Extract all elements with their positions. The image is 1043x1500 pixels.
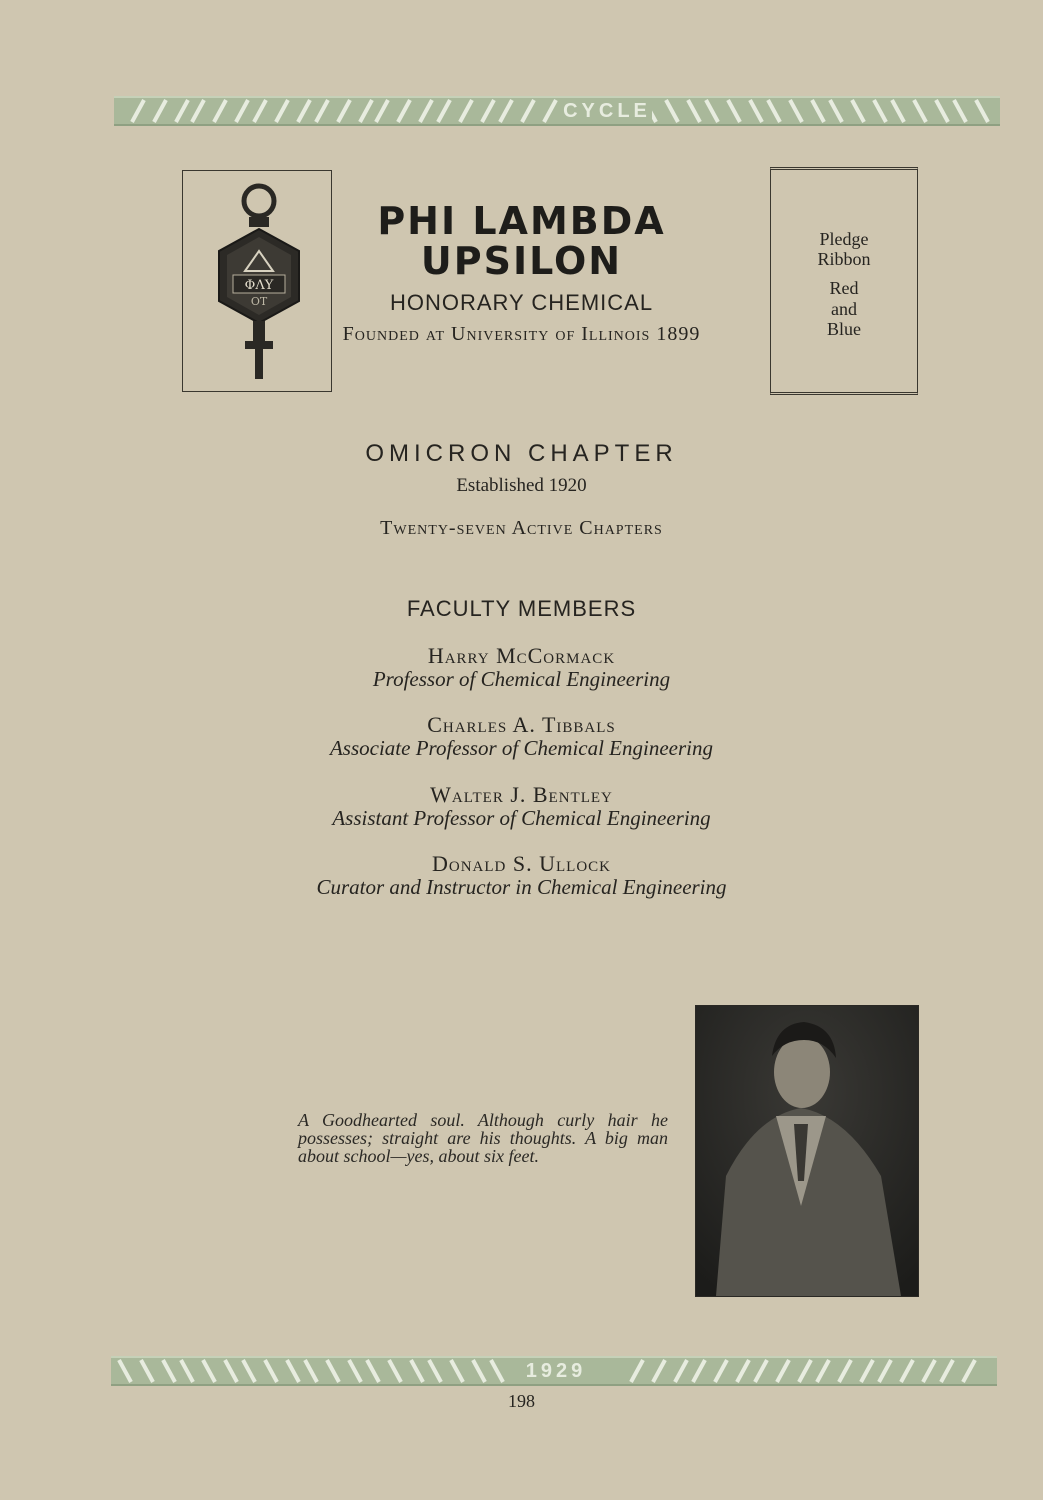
faculty-title: Assistant Professor of Chemical Engineering — [332, 806, 711, 830]
pin-letters: ΦΛΥ — [244, 278, 274, 293]
chapter-name: OMICRON CHAPTER — [365, 440, 678, 467]
bottom-decorative-band — [111, 1356, 997, 1386]
page-number: 198 — [508, 1391, 535, 1411]
band-label-year: 1929 — [516, 1358, 596, 1384]
active-chapters: Twenty-seven Active Chapters — [380, 517, 663, 539]
fraternity-title-line2: UPSILON — [420, 239, 623, 283]
faculty-name: Harry McCormack — [427, 643, 616, 668]
founded-line: Founded at University of Illinois 1899 — [342, 323, 701, 345]
portrait-figure — [696, 1006, 918, 1296]
portrait-photo — [695, 1005, 919, 1297]
pin-lower-letters: OT — [250, 295, 268, 308]
faculty-name: Walter J. Bentley — [430, 782, 613, 807]
ribbon-line-pledge: Pledge — [819, 229, 869, 249]
ribbon-line-and: and — [831, 299, 857, 319]
ribbon-line-blue: Blue — [827, 319, 861, 339]
faculty-name: Charles A. Tibbals — [427, 712, 616, 737]
top-decorative-band — [114, 96, 1000, 126]
faculty-title: Curator and Instructor in Chemical Engineering — [316, 875, 727, 899]
band-label-top: CYCLE — [563, 100, 651, 122]
ribbon-line-red: Red — [829, 278, 859, 298]
ribbon-line-ribbon: Ribbon — [817, 249, 871, 269]
faculty-title: Professor of Chemical Engineering — [372, 667, 671, 691]
faculty-title: Associate Professor of Chemical Engineering — [329, 736, 713, 760]
faculty-name: Donald S. Ullock — [432, 851, 611, 876]
band-pattern — [114, 98, 1000, 124]
portrait-caption: A Goodhearted soul. Although curly hair he possesses; straight are his thoughts. A big man about school—yes, about six feet. — [298, 1110, 668, 1166]
faculty-heading: FACULTY MEMBERS — [406, 596, 637, 621]
chapter-established: Established 1920 — [456, 475, 587, 496]
fraternity-title-line1: PHI LAMBDA — [377, 199, 666, 243]
fraternity-subtitle: HONORARY CHEMICAL — [389, 290, 654, 315]
